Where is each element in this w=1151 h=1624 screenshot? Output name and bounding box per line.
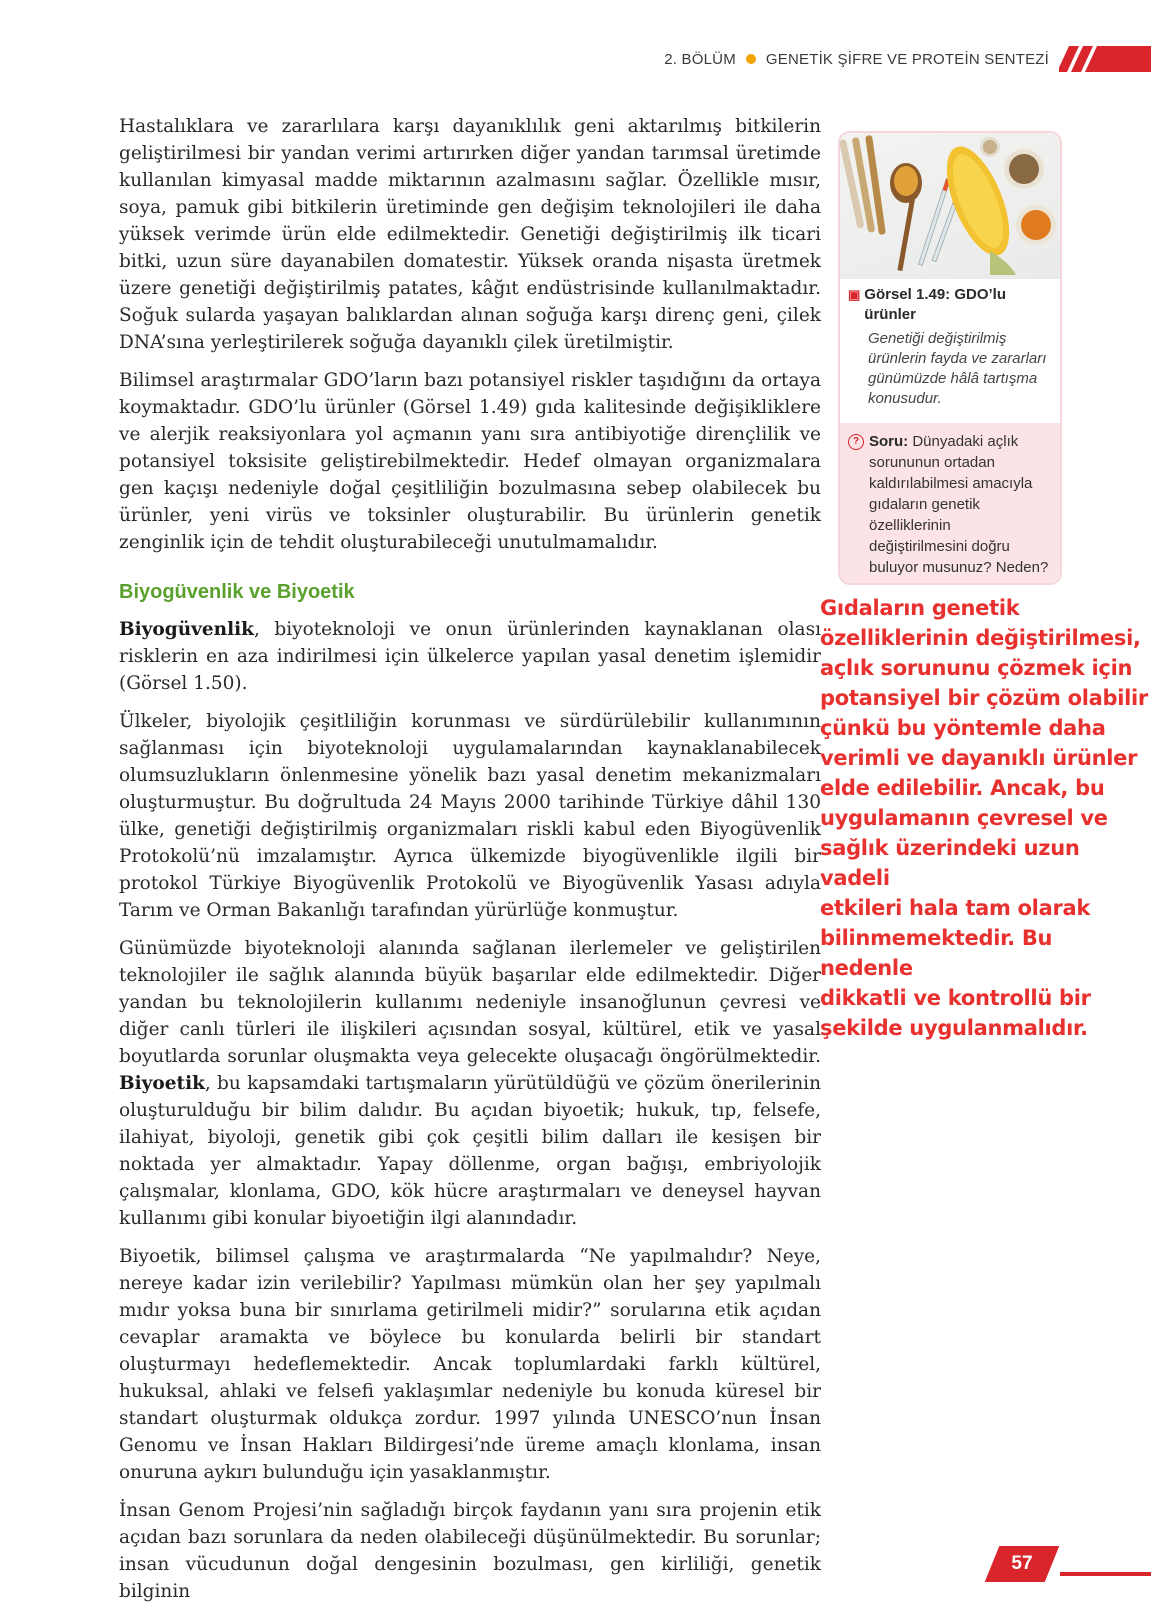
paragraph-gmo-risks: Bilimsel araştırmalar GDO’ların bazı potansiyel riskler taşıdığını da ortaya koymaktadır. GDO’lu ürünler (Görsel 1.49) gıda kalitesinde değişikliklere ve alerjik reaksiyonlara yol açmanın yanı sıra antibiyotiğe dirençlilik ve potansiyel toksisite geliştirebilmektedir. Hedef olmayan organizmalara gen kaçışı nedeniyle doğal çeşitliliğin bozulmasına sebep olabilecek bu ürünler, yeni virüs ve toksinler oluşturabilir. Bu ürünlerin genetik zenginlik için de tehdit oluşturabileceği unutulmamalıdır. [119, 370, 821, 553]
bioethics-intro: Günümüzde biyoteknoloji alanında sağlanan ilerlemeler ve geliştirilen teknolojiler ile sağlık alanında büyük başarılar elde edilmektedir. Diğer yandan bu teknolojilerin kullanımı nedeniyle insanoğlunun çevresi ve diğer canlı türleri ile ilişkileri açısından sosyal, kültürel, etik ve yasal boyutlarda sorunlar oluşmakta veya gelecekte oluşacağı öngörülmektedir. [119, 938, 821, 1067]
footer-line [1060, 1572, 1151, 1576]
figure-caption [840, 279, 1060, 415]
term-bioethics: Biyoetik [119, 1073, 205, 1094]
main-column-top [119, 113, 821, 567]
answer-annotation: Gıdaların genetik özelliklerinin değiştirilmesi, açlık sorununu çözmek için potansiyel bir çözüm olabilir çünkü bu yöntemle daha verimli ve dayanıklı ürünler elde edilebilir. Ancak, bu uygulamanın çevresel ve sağlık üzerindeki uzun vadeli etkileri hala tam olarak bilinmemektedir. Bu nedenle dikkatli ve kontrollü bir şekilde uygulanmalıdır. [820, 596, 1148, 1040]
gmo-products-photo [840, 133, 1060, 279]
image-icon: ▣ [848, 287, 861, 302]
biosafety-definition: , biyoteknoloji ve onun ürünlerinden kaynaklanan olası risklerin en aza indirilmesi için ülkelerce yapılan yasal denetim işlemidir (Görsel 1.50). [119, 619, 821, 694]
page-number-badge [992, 1546, 1052, 1582]
bullet-dot-icon [746, 54, 756, 64]
figure-description: Genetiği değiştirilmiş ürünlerin fayda ve zararları günümüzde hâlâ tartışma konusudur. [868, 330, 1047, 407]
chapter-title: GENETİK ŞİFRE VE PROTEİN SENTEZİ [765, 50, 1049, 68]
paragraph-biosafety [119, 616, 821, 697]
header-stripes-icon [1059, 46, 1151, 72]
question-text: Dünyadaki açlık sorununun ortadan kaldırılabilmesi amacıyla gıdaların genetik özelliklerinin değiştirilmesini doğru buluyor musunuz? Neden? [869, 433, 1049, 576]
paragraph-countries: Ülkeler, biyolojik çeşitliliğin korunması ve sürdürülebilir kullanımının sağlanması için biyoteknoloji uygulamalarından kaynaklanabilecek olumsuzlukların önlenmesine yönelik bazı yasal denetim mekanizmaları oluşturmuştur. Bu doğrultuda 24 Mayıs 2000 tarihinde Türkiye dâhil 130 ülke, genetiği değiştirilmiş organizmaları riskli kabul eden Biyogüvenlik Protokolü’nü imzalamıştır. Ayrıca ülkemizde biyogüvenlikle ilgili bir protokol Türkiye Biyogüvenlik Protokolü ve Biyogüvenlik Yasası adıyla Tarım ve Orman Bakanlığı tarafından yürürlüğe konmuştur. [119, 711, 821, 921]
question-content [869, 431, 1052, 578]
bioethics-definition: , bu kapsamdaki tartışmaların yürütüldüğü ve çözüm önerilerinin oluşturulduğu bir bilim dalıdır. Bu açıdan biyoetik; hukuk, tıp, felsefe, ilahiyat, biyoloji, genetik gibi çok çeşitli bilim dalları ile kesişen bir noktada yer almaktadır. Yapay döllenme, organ bağışı, embriyolojik çalışmalar, klonlama, GDO, kök hücre araştırmaları ve deneysel hayvan kullanımı gibi konular biyoetiğin ilgi alanındadır. [119, 1073, 821, 1229]
question-mark-icon: ? [848, 434, 864, 450]
chapter-label: 2. BÖLÜM [664, 50, 736, 68]
paragraph-genome: İnsan Genom Projesi’nin sağladığı birçok faydanın yanı sıra projenin etik açıdan bazı sorunlara da neden olabileceği düşünülmektedir. Bu sorunlar; insan vücudunun doğal dengesinin bozulması, gen kirliliği, genetik bilginin [119, 1500, 821, 1602]
page-number: 57 [1011, 1553, 1033, 1574]
main-column-bottom [119, 565, 821, 1616]
page-header [664, 46, 1151, 72]
question-box [840, 423, 1060, 583]
question-label: Soru: [869, 433, 909, 450]
section-heading: Biyogüvenlik ve Biyoetik [119, 581, 355, 603]
sidebar-box [838, 131, 1062, 585]
paragraph-questions: Biyoetik, bilimsel çalışma ve araştırmalarda “Ne yapılmalıdır? Neye, nereye kadar izin verilebilir? Yapılması mümkün olan her şey yapılmalı mıdır yoksa buna bir sınırlama getirilmeli midir?” sorularına etik açıdan cevaplar aramakta ve böylece bu konularda belirli bir standart oluşturmayı hedeflemektedir. Ancak toplumlardaki farklı kültürel, hukuksal, ahlaki ve felsefi yaklaşımlar nedeniyle bu konuda küresel bir standart oluşturmak oldukça zordur. 1997 yılında UNESCO’nun İnsan Genomu ve İnsan Hakları Bildirgesi’nde üreme amaçlı klonlama, insan onuruna aykırı bulunduğu için yasaklanmıştır. [119, 1246, 821, 1483]
paragraph-bioethics [119, 935, 821, 1232]
paragraph-gmo-benefits: Hastalıklara ve zararlılara karşı dayanıklılık geni aktarılmış bitkilerin geliştirilmesi bir yandan verimi artırırken diğer yandan tarımsal üretimde kullanılan kimyasal madde miktarının azalmasını sağlar. Özellikle mısır, soya, pamuk gibi bitkilerin üretiminde gen değişim teknolojileri ile daha yüksek verimde ürün elde edilmektedir. Genetiği değiştirilmiş ilk ticari bitki, uzun süre dayanabilen domatestir. Yüksek oranda nişasta üretmek üzere genetiği değiştirilmiş patates, kâğıt endüstrisinde kullanılmaktadır. Soğuk sularda yaşayan balıklardan alınan soğuğa karşı direnç geni, çilek DNA’sına yerleştirilerek soğuğa dayanıklı çilek üretilmiştir. [119, 116, 821, 353]
term-biosafety: Biyogüvenlik [119, 619, 254, 640]
figure-title-row [848, 285, 1052, 325]
gmo-illustration-icon [840, 133, 1060, 279]
question-row [848, 431, 1052, 578]
figure-label: Görsel 1.49: GDO’lu ürünler [864, 286, 1007, 323]
